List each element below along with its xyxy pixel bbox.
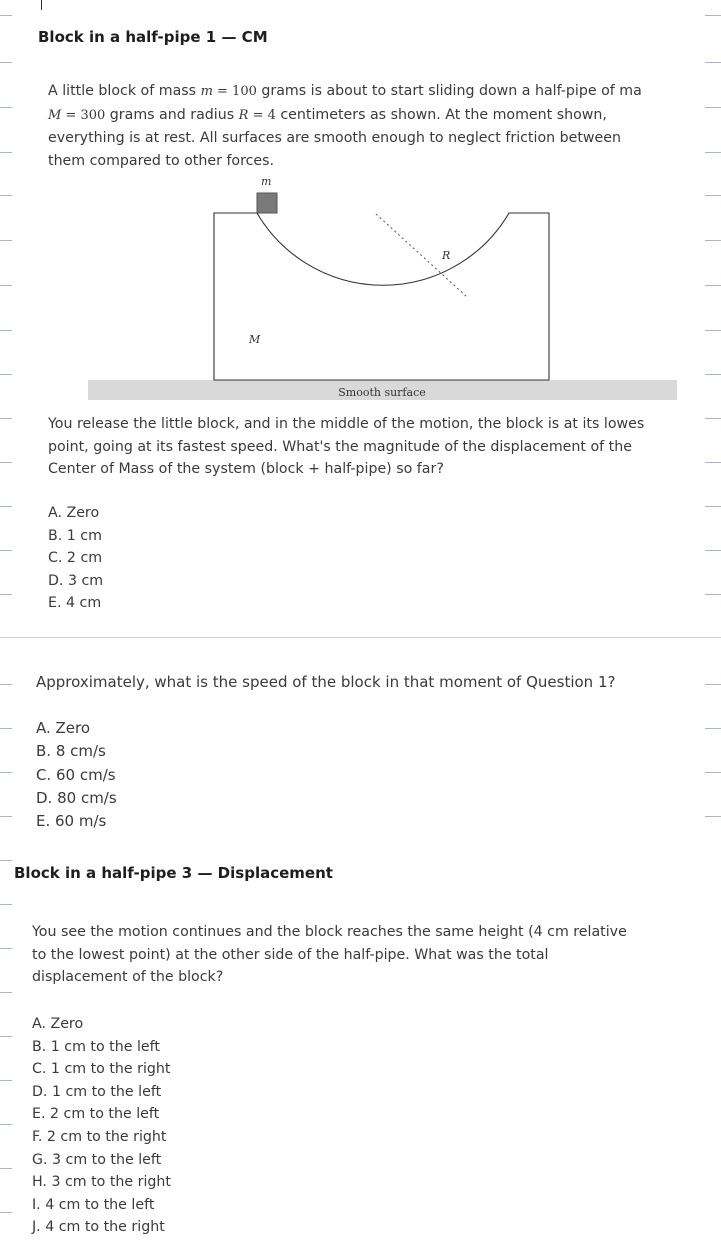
edge-tick: [0, 1080, 12, 1081]
text: grams and radius: [105, 106, 239, 123]
edge-tick: [705, 506, 721, 507]
edge-tick: [0, 904, 12, 905]
q3-option-i[interactable]: I. 4 cm to the left: [32, 1196, 155, 1213]
q1-question-line-2: point, going at its fastest speed. What's the magnitude of the displacement of the: [48, 438, 632, 455]
half-pipe-body: [214, 213, 549, 380]
q3-question-line-2: to the lowest point) at the other side of the half-pipe. What was the total: [32, 946, 549, 963]
q1-question-line-3: Center of Mass of the system (block + half-pipe) so far?: [48, 461, 444, 478]
edge-tick: [0, 550, 12, 551]
q1-option-b[interactable]: B. 1 cm: [48, 527, 102, 544]
q3-option-a[interactable]: A. Zero: [32, 1016, 84, 1032]
q3-option-h[interactable]: H. 3 cm to the right: [32, 1174, 171, 1191]
q3-option-f[interactable]: F. 2 cm to the right: [32, 1128, 167, 1145]
q1-intro-line-4: them compared to other forces.: [48, 152, 275, 169]
big-mass-value: = 300: [61, 107, 106, 123]
radius-value: = 4: [248, 107, 276, 123]
edge-tick: [0, 992, 12, 993]
text: centimeters as shown. At the moment shown,: [275, 106, 607, 123]
edge-tick: [0, 816, 12, 817]
q1-options: [48, 502, 103, 615]
q3-option-g[interactable]: G. 3 cm to the left: [32, 1151, 162, 1168]
q3-option-c[interactable]: C. 1 cm to the right: [32, 1061, 171, 1078]
mass-value: = 100: [212, 84, 257, 99]
q2-option-a[interactable]: A. Zero: [36, 719, 91, 737]
edge-tick: [705, 772, 721, 773]
q3-option-e[interactable]: E. 2 cm to the left: [32, 1106, 160, 1123]
edge-tick: [0, 1168, 12, 1169]
edge-tick: [705, 684, 721, 685]
small-block: [257, 193, 277, 213]
edge-tick: [0, 772, 12, 773]
q3-option-b[interactable]: B. 1 cm to the left: [32, 1038, 160, 1055]
half-pipe-mass-label: M: [249, 333, 261, 346]
block-mass-label: m: [261, 175, 272, 188]
q3-options: [32, 1013, 171, 1239]
q3-option-d[interactable]: D. 1 cm to the left: [32, 1083, 162, 1100]
q3-option-j[interactable]: J. 4 cm to the right: [32, 1219, 165, 1236]
radius-symbol: R: [238, 107, 249, 123]
text: grams is about to start sliding down a half-pipe of ma: [256, 83, 642, 99]
q1-intro-line-3: everything is at rest. All surfaces are smooth enough to neglect friction between: [48, 130, 621, 147]
mass-symbol: m: [200, 84, 213, 99]
edge-tick: [705, 594, 721, 595]
edge-tick: [705, 816, 721, 817]
q3-question-line-3: displacement of the block?: [32, 969, 224, 986]
edge-tick: [705, 462, 721, 463]
q2-option-c[interactable]: C. 60 cm/s: [36, 765, 116, 784]
edge-tick: [0, 1036, 12, 1037]
edge-tick: [705, 550, 721, 551]
q2-option-b[interactable]: B. 8 cm/s: [36, 742, 106, 761]
edge-tick: [0, 506, 12, 507]
q2-options: [36, 717, 117, 833]
edge-tick: [0, 462, 12, 463]
edge-tick: [705, 728, 721, 729]
big-mass-symbol: M: [48, 107, 62, 123]
edge-tick: [0, 860, 12, 861]
text: A little block of mass: [48, 83, 201, 99]
q2-option-d[interactable]: D. 80 cm/s: [36, 788, 117, 807]
surface-label: Smooth surface: [338, 386, 426, 399]
edge-tick: [0, 948, 12, 949]
q1-option-e[interactable]: E. 4 cm: [48, 595, 102, 612]
q3-question-line-1: You see the motion continues and the block reaches the same height (4 cm relative: [32, 924, 627, 940]
edge-tick: [0, 728, 12, 729]
q2-option-e[interactable]: E. 60 m/s: [36, 812, 107, 831]
edge-tick: [0, 594, 12, 595]
radius-label: R: [442, 249, 451, 262]
edge-tick: [0, 684, 12, 685]
edge-tick: [0, 1212, 12, 1213]
q1-option-d[interactable]: D. 3 cm: [48, 572, 104, 589]
q1-option-c[interactable]: C. 2 cm: [48, 550, 103, 567]
q1-title: Block in a half-pipe 1 — CM: [38, 28, 268, 46]
q1-question: [48, 413, 644, 481]
section-divider: [0, 637, 721, 638]
half-pipe-diagram: [0, 0, 721, 420]
q1-question-line-1: You release the little block, and in the middle of the motion, the block is at its lowes: [48, 416, 645, 432]
q3-question: [32, 921, 627, 989]
q2-question: Approximately, what is the speed of the block in that moment of Question 1?: [36, 673, 616, 691]
q3-title: Block in a half-pipe 3 — Displacement: [14, 864, 333, 882]
edge-tick: [0, 1124, 12, 1125]
q1-option-a[interactable]: A. Zero: [48, 505, 100, 521]
